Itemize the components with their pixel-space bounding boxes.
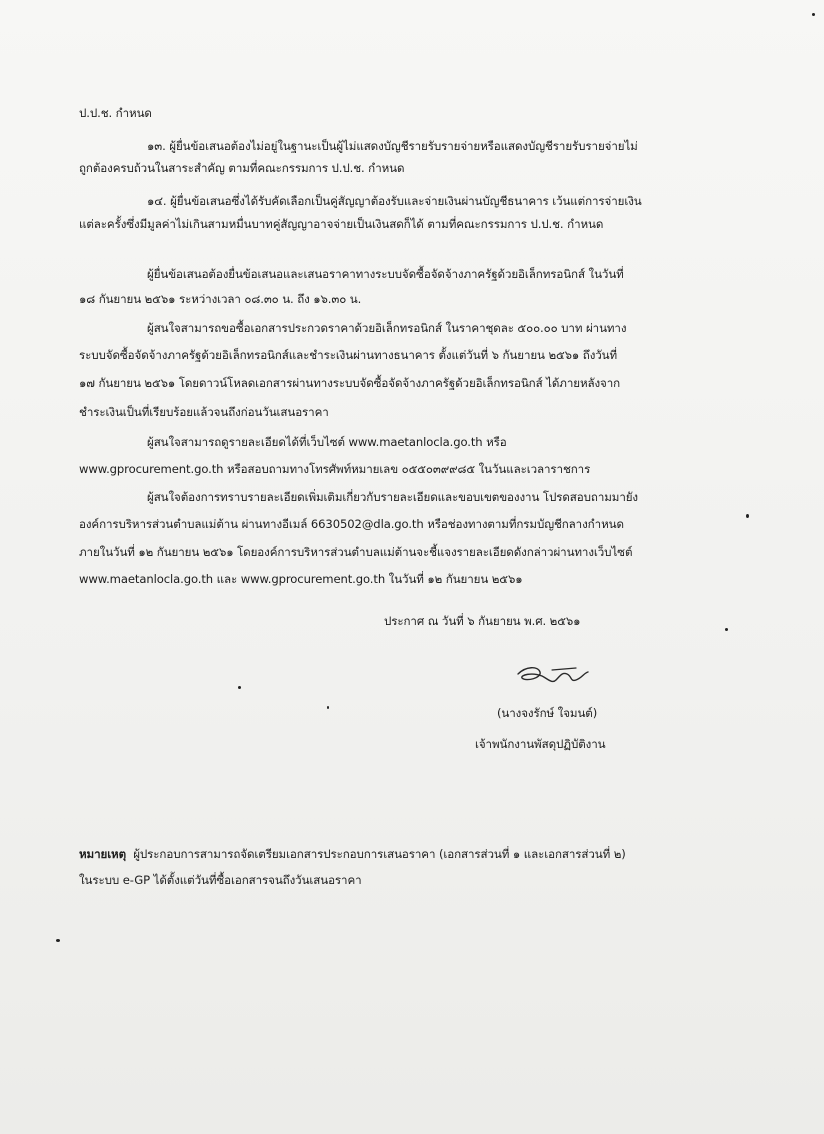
signer-title: เจ้าพนักงานพัสดุปฏิบัติงาน <box>475 737 606 751</box>
text-line: องค์การบริหารส่วนตำบลแม่ต้าน ผ่านทางอีเมล์ 6630502@dla.go.th หรือช่องทางตามที่กรมบัญชีกลางกำหนด <box>79 517 624 531</box>
text-line: ผู้สนใจสามารถดูรายละเอียดได้ที่เว็บไซต์ www.maetanlocla.go.th หรือ <box>147 435 507 449</box>
text-line: ถูกต้องครบถ้วนในสาระสำคัญ ตามที่คณะกรรมการ ป.ป.ช. กำหนด <box>79 161 405 175</box>
text-line: ผู้สนใจสามารถขอซื้อเอกสารประกวดราคาด้วยอิเล็กทรอนิกส์ ในราคาชุดละ ๕๐๐.๐๐ บาท ผ่านทาง <box>147 321 627 335</box>
scan-speck <box>238 686 241 689</box>
text-line: ๑๓. ผู้ยื่นข้อเสนอต้องไม่อยู่ในฐานะเป็นผู้ไม่แสดงบัญชีรายรับรายจ่ายหรือแสดงบัญชีรายรับรายจ่ายไม่ <box>147 139 638 153</box>
text-line: ภายในวันที่ ๑๒ กันยายน ๒๕๖๑ โดยองค์การบริหารส่วนตำบลแม่ต้านจะชี้แจงรายละเอียดดังกล่าวผ่านทางเว็บไซต์ <box>79 545 633 559</box>
scan-speck <box>725 628 728 631</box>
note-label: หมายเหตุ <box>79 847 127 861</box>
text-line: ป.ป.ช. กำหนด <box>79 106 152 120</box>
handwritten-signature <box>512 662 592 692</box>
note-continuation: ในระบบ e-GP ได้ตั้งแต่วันที่ซื้อเอกสารจนถึงวันเสนอราคา <box>79 873 362 887</box>
signer-name: (นางจงรักษ์ ใจมนต์) <box>497 706 598 720</box>
scan-speck <box>746 514 749 518</box>
text-line: ๑๔. ผู้ยื่นข้อเสนอซึ่งได้รับคัดเลือกเป็นคู่สัญญาต้องรับและจ่ายเงินผ่านบัญชีธนาคาร เว้นแต่การจ่ายเงิน <box>147 194 642 208</box>
note-text: ผู้ประกอบการสามารถจัดเตรียมเอกสารประกอบการเสนอราคา (เอกสารส่วนที่ ๑ และเอกสารส่วนที่ ๒) <box>133 847 626 861</box>
text-line: ๑๗ กันยายน ๒๕๖๑ โดยดาวน์โหลดเอกสารผ่านทางระบบจัดซื้อจัดจ้างภาครัฐด้วยอิเล็กทรอนิกส์ ได้ภายหลังจาก <box>79 376 621 390</box>
text-line: แต่ละครั้งซึ่งมีมูลค่าไม่เกินสามหมื่นบาทคู่สัญญาอาจจ่ายเป็นเงินสดก็ได้ ตามที่คณะกรรมการ ป.ป.ช. กำหนด <box>79 217 604 231</box>
note <box>79 846 626 862</box>
text-line: www.maetanlocla.go.th และ www.gprocurement.go.th ในวันที่ ๑๒ กันยายน ๒๕๖๑ <box>79 572 523 586</box>
text-line: ๑๘ กันยายน ๒๕๖๑ ระหว่างเวลา ๐๘.๓๐ น. ถึง ๑๖.๓๐ น. <box>79 292 362 306</box>
text-line: ระบบจัดซื้อจัดจ้างภาครัฐด้วยอิเล็กทรอนิกส์และชำระเงินผ่านทางธนาคาร ตั้งแต่วันที่ ๖ กันยายน ๒๕๖๑ ถึงวันที่ <box>79 348 618 362</box>
text-line: www.gprocurement.go.th หรือสอบถามทางโทรศัพท์หมายเลข ๐๕๕๐๓๙๙๘๕ ในวันและเวลาราชการ <box>79 462 591 476</box>
announce-date: ประกาศ ณ วันที่ ๖ กันยายน พ.ศ. ๒๕๖๑ <box>384 614 581 628</box>
text-line: ชำระเงินเป็นที่เรียบร้อยแล้วจนถึงก่อนวันเสนอราคา <box>79 405 329 419</box>
scan-speck <box>56 939 60 942</box>
scan-speck <box>812 13 815 16</box>
scan-speck <box>327 706 329 709</box>
text-line: ผู้ยื่นข้อเสนอต้องยื่นข้อเสนอและเสนอราคาทางระบบจัดซื้อจัดจ้างภาครัฐด้วยอิเล็กทรอนิกส์ ในวันที่ <box>147 267 624 281</box>
text-line: ผู้สนใจต้องการทราบรายละเอียดเพิ่มเติมเกี่ยวกับรายละเอียดและขอบเขตของงาน โปรดสอบถามมายัง <box>147 490 638 504</box>
